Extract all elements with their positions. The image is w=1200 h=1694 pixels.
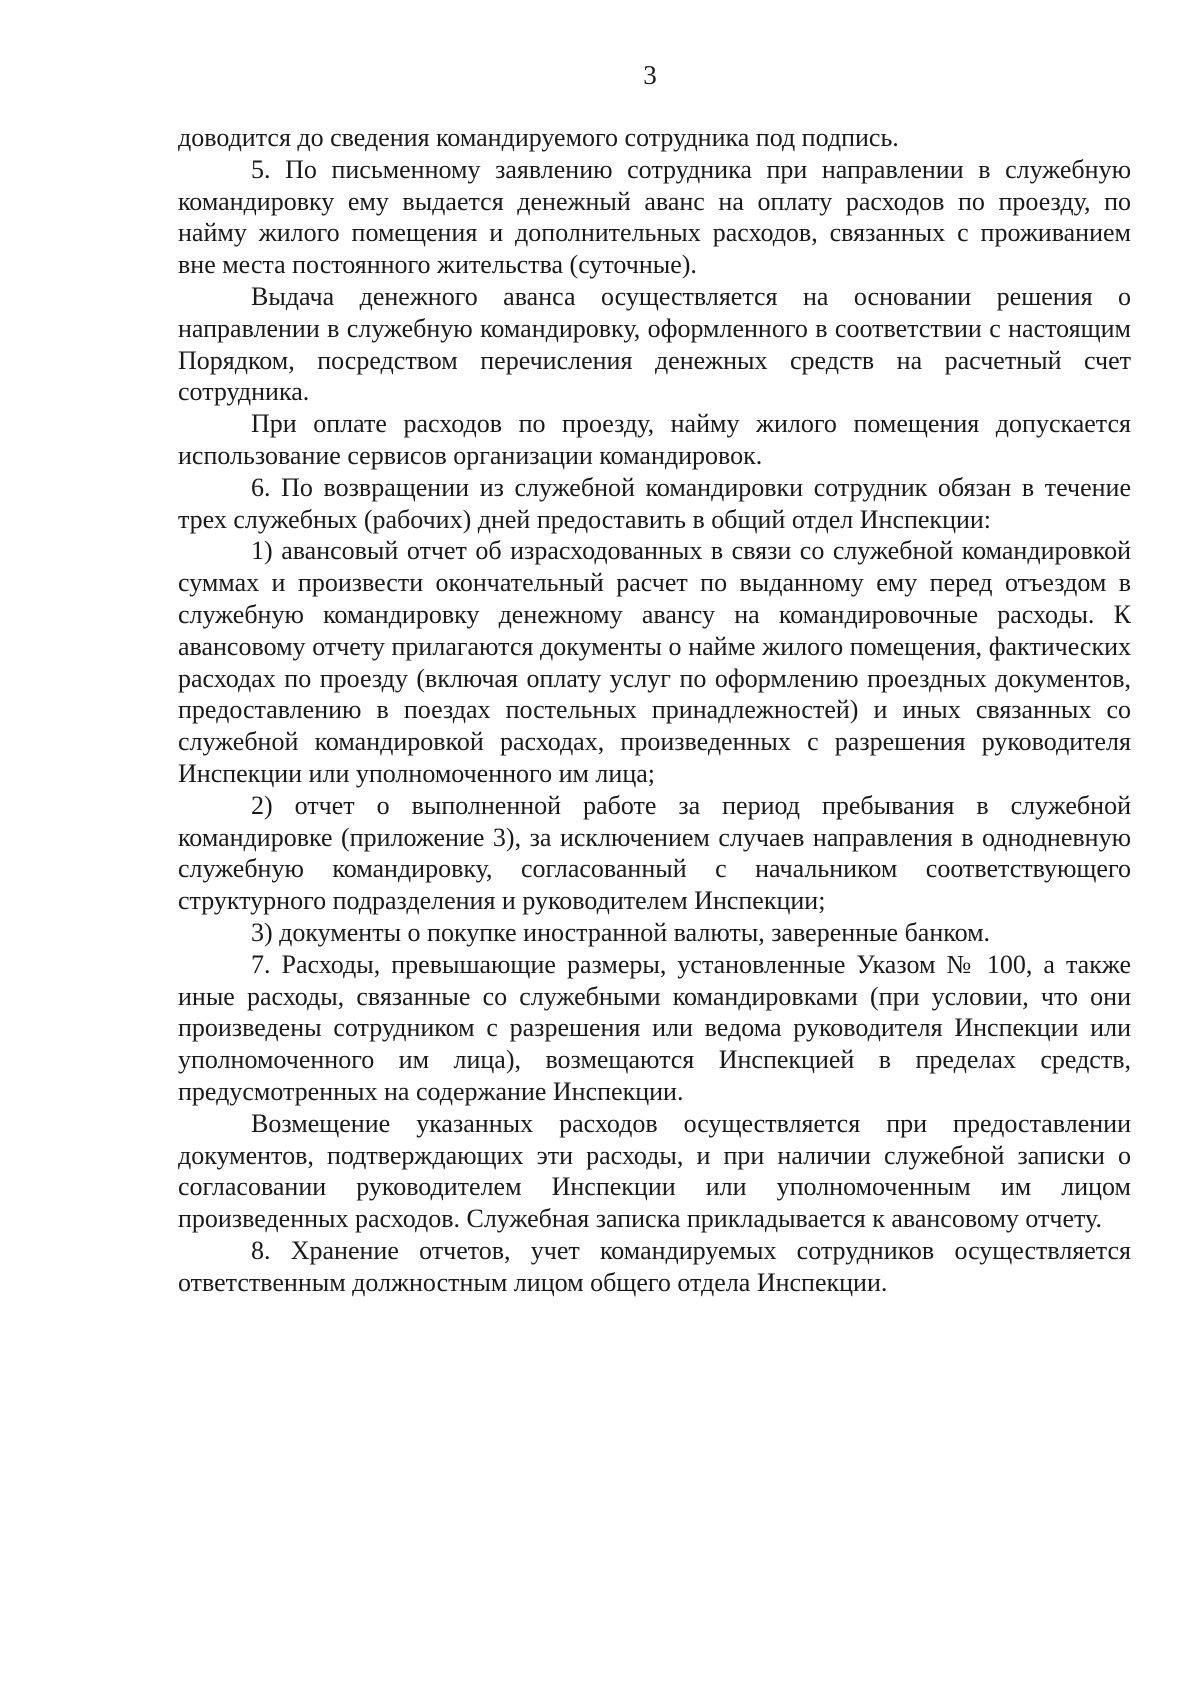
paragraph-booking-services: При оплате расходов по проезду, найму жилого помещения допускается использование сервисов организации командировок. (178, 409, 1131, 470)
paragraph-continuation: доводится до сведения командируемого сотрудника под подпись. (178, 123, 899, 152)
paragraph-item-6: 6. По возвращении из служебной командировки сотрудник обязан в течение трех служебных (рабочих) дней предоставить в общий отдел Инспекции: (178, 472, 1131, 534)
paragraph-reimbursement: Возмещение указанных расходов осуществляется при предоставлении документов, подтверждающих эти расходы, и при наличии служебной записки о согласовании руководителем Инспекции или уполномоченным им лицом произведенных расходов. Служебная записка прикладывается к авансовому отчету. (178, 1108, 1131, 1234)
page-number: 3 (643, 60, 657, 90)
document-body (178, 122, 1131, 1298)
paragraph-advance-issuance: Выдача денежного аванса осуществляется на основании решения о направлении в служебную командировку, оформленного в соответствии с настоящим Порядком, посредством перечисления денежных средств на расчетный счет сотрудника. (178, 281, 1131, 407)
paragraph-subitem-2: 2) отчет о выполненной работе за период пребывания в служебной командировке (приложение 3), за исключением случаев направления в однодневную служебную командировку, согласованный с начальником соответствующего структурного подразделения и руководителем Инспекции; (178, 790, 1131, 916)
paragraph-item-5: 5. По письменному заявлению сотрудника при направлении в служебную командировку ему выдается денежный аванс на оплату расходов по проезду, по найму жилого помещения и дополнительных расходов, связанных с проживанием вне места постоянного жительства (суточные). (178, 154, 1131, 280)
paragraph-item-8: 8. Хранение отчетов, учет командируемых сотрудников осуществляется ответственным должностным лицом общего отдела Инспекции. (178, 1235, 1131, 1297)
paragraph-subitem-3: 3) документы о покупке иностранной валюты, заверенные банком. (251, 917, 991, 947)
paragraph-subitem-1: 1) авансовый отчет об израсходованных в связи со служебной командировкой суммах и произвести окончательный расчет по выданному ему перед отъездом в служебную командировку денежному авансу на командировочные расходы. К авансовому отчету прилагаются документы о найме жилого помещения, фактических расходах по проезду (включая оплату услуг по оформлению проездных документов, предоставлению в поездах постельных принадлежностей) и иных связанных со служебной командировкой расходах, произведенных с разрешения руководителя Инспекции или уполномоченного им лица; (178, 536, 1131, 788)
paragraph-item-7: 7. Расходы, превышающие размеры, установленные Указом № 100, а также иные расходы, связанные со служебными командировками (при условии, что они произведены сотрудником с разрешения или ведома руководителя Инспекции или уполномоченного им лица), возмещаются Инспекцией в пределах средств, предусмотренных на содержание Инспекции. (178, 949, 1131, 1106)
